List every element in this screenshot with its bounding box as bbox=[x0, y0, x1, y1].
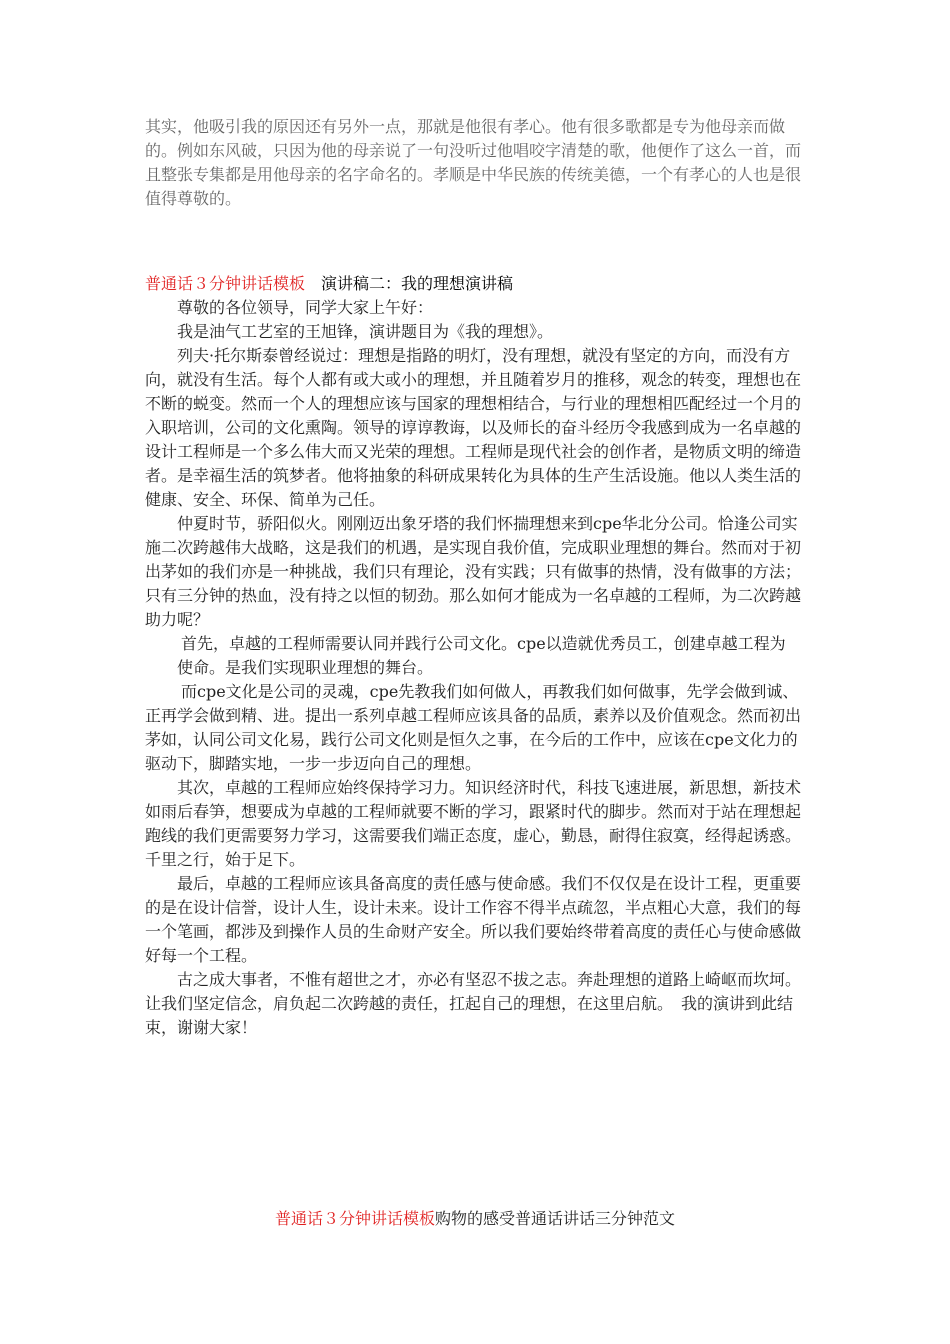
intro-paragraph bbox=[145, 115, 810, 211]
paragraph-greeting: 尊敬的各位领导，同学大家上午好： bbox=[177, 298, 434, 317]
paragraph-second: 其次，卓越的工程师应始终保持学习力。知识经济时代，科技飞速进展，新思想，新技术如雨后春笋，想要成为卓越的工程师就要不断的学习，跟紧时代的脚步。然而对于站在理想起跑线的我们更需要努力学习，这需要我们端正态度，虚心，勤恳，耐得住寂寞，经得起诱惑。千里之行，始于足下。 bbox=[145, 778, 802, 869]
paragraph-conclusion: 古之成大事者，不惟有超世之才，亦必有坚忍不拔之志。奔赴理想的道路上崎岖而坎坷。让我们坚定信念，肩负起二次跨越的责任，扛起自己的理想，在这里启航。 我的演讲到此结束，谢谢大家！ bbox=[145, 970, 802, 1037]
paragraph-mission: 使命。是我们实现职业理想的舞台。 bbox=[177, 658, 434, 677]
footer-line bbox=[0, 1207, 950, 1231]
paragraph-tolstoy: 列夫·托尔斯泰曾经说过：理想是指路的明灯，没有理想，就没有坚定的方向，而没有方向，就没有生活。每个人都有或大或小的理想，并且随着岁月的推移，观念的转变，理想也在不断的蜕变。然而一个人的理想应该与国家的理想相结合，与行业的理想相匹配经过一个月的入职培训，公司的文化熏陶。领导的谆谆教诲，以及师长的奋斗经历令我感到成为一名卓越的设计工程师是一个多么伟大而又光荣的理想。工程师是现代社会的创作者，是物质文明的缔造者。是幸福生活的筑梦者。他将抽象的科研成果转化为具体的生产生活设施。他以人类生活的健康、安全、环保、简单为己任。 bbox=[145, 346, 802, 509]
paragraph-first: 首先，卓越的工程师需要认同并践行公司文化。cpe以造就优秀员工，创建卓越工程为 bbox=[181, 634, 786, 653]
footer-black-part: 购物的感受普通话讲话三分钟范文 bbox=[435, 1209, 676, 1228]
speech-body bbox=[145, 296, 810, 1040]
paragraph-last: 最后，卓越的工程师应该具备高度的责任感与使命感。我们不仅仅是在设计工程，更重要的是在设计信誉，设计人生，设计未来。设计工作容不得半点疏忽，半点粗心大意，我们的每一个笔画，都涉及到操作人员的生命财产安全。所以我们要始终带着高度的责任心与使命感做好每一个工程。 bbox=[145, 874, 802, 965]
section-title bbox=[145, 272, 513, 296]
title-red-part: 普通话３分钟讲话模板 bbox=[145, 274, 306, 293]
paragraph-summer: 仲夏时节，骄阳似火。刚刚迈出象牙塔的我们怀揣理想来到cpe华北分公司。恰逢公司实施二次跨越伟大战略，这是我们的机遇，是实现自我价值，完成职业理想的舞台。然而对于初出茅如的我们亦是一种挑战，我们只有理论，没有实践；只有做事的热情，没有做事的方法；只有三分钟的热血，没有持之以恒的韧劲。那么如何才能成为一名卓越的工程师，为二次跨越助力呢？ bbox=[145, 514, 802, 629]
paragraph-culture: 而cpe文化是公司的灵魂，cpe先教我们如何做人，再教我们如何做事，先学会做到诚、正再学会做到精、进。提出一系列卓越工程师应该具备的品质，素养以及价值观念。然而初出茅如，认同公司文化易，践行公司文化则是恒久之事，在今后的工作中，应该在cpe文化力的驱动下，脚踏实地，一步一步迈向自己的理想。 bbox=[145, 682, 802, 773]
footer-red-part: 普通话３分钟讲话模板 bbox=[274, 1209, 435, 1228]
paragraph-intro: 我是油气工艺室的王旭锋，演讲题目为《我的理想》。 bbox=[177, 322, 554, 341]
intro-text: 其实，他吸引我的原因还有另外一点，那就是他很有孝心。他有很多歌都是专为他母亲而做的。例如东风破，只因为他的母亲说了一句没听过他唱咬字清楚的歌，他便作了这么一首，而且整张专集都是用他母亲的名字命名的。孝顺是中华民族的传统美德，一个有孝心的人也是很值得尊敬的。 bbox=[145, 117, 802, 208]
title-black-part: 演讲稿二：我的理想演讲稿 bbox=[305, 274, 514, 293]
